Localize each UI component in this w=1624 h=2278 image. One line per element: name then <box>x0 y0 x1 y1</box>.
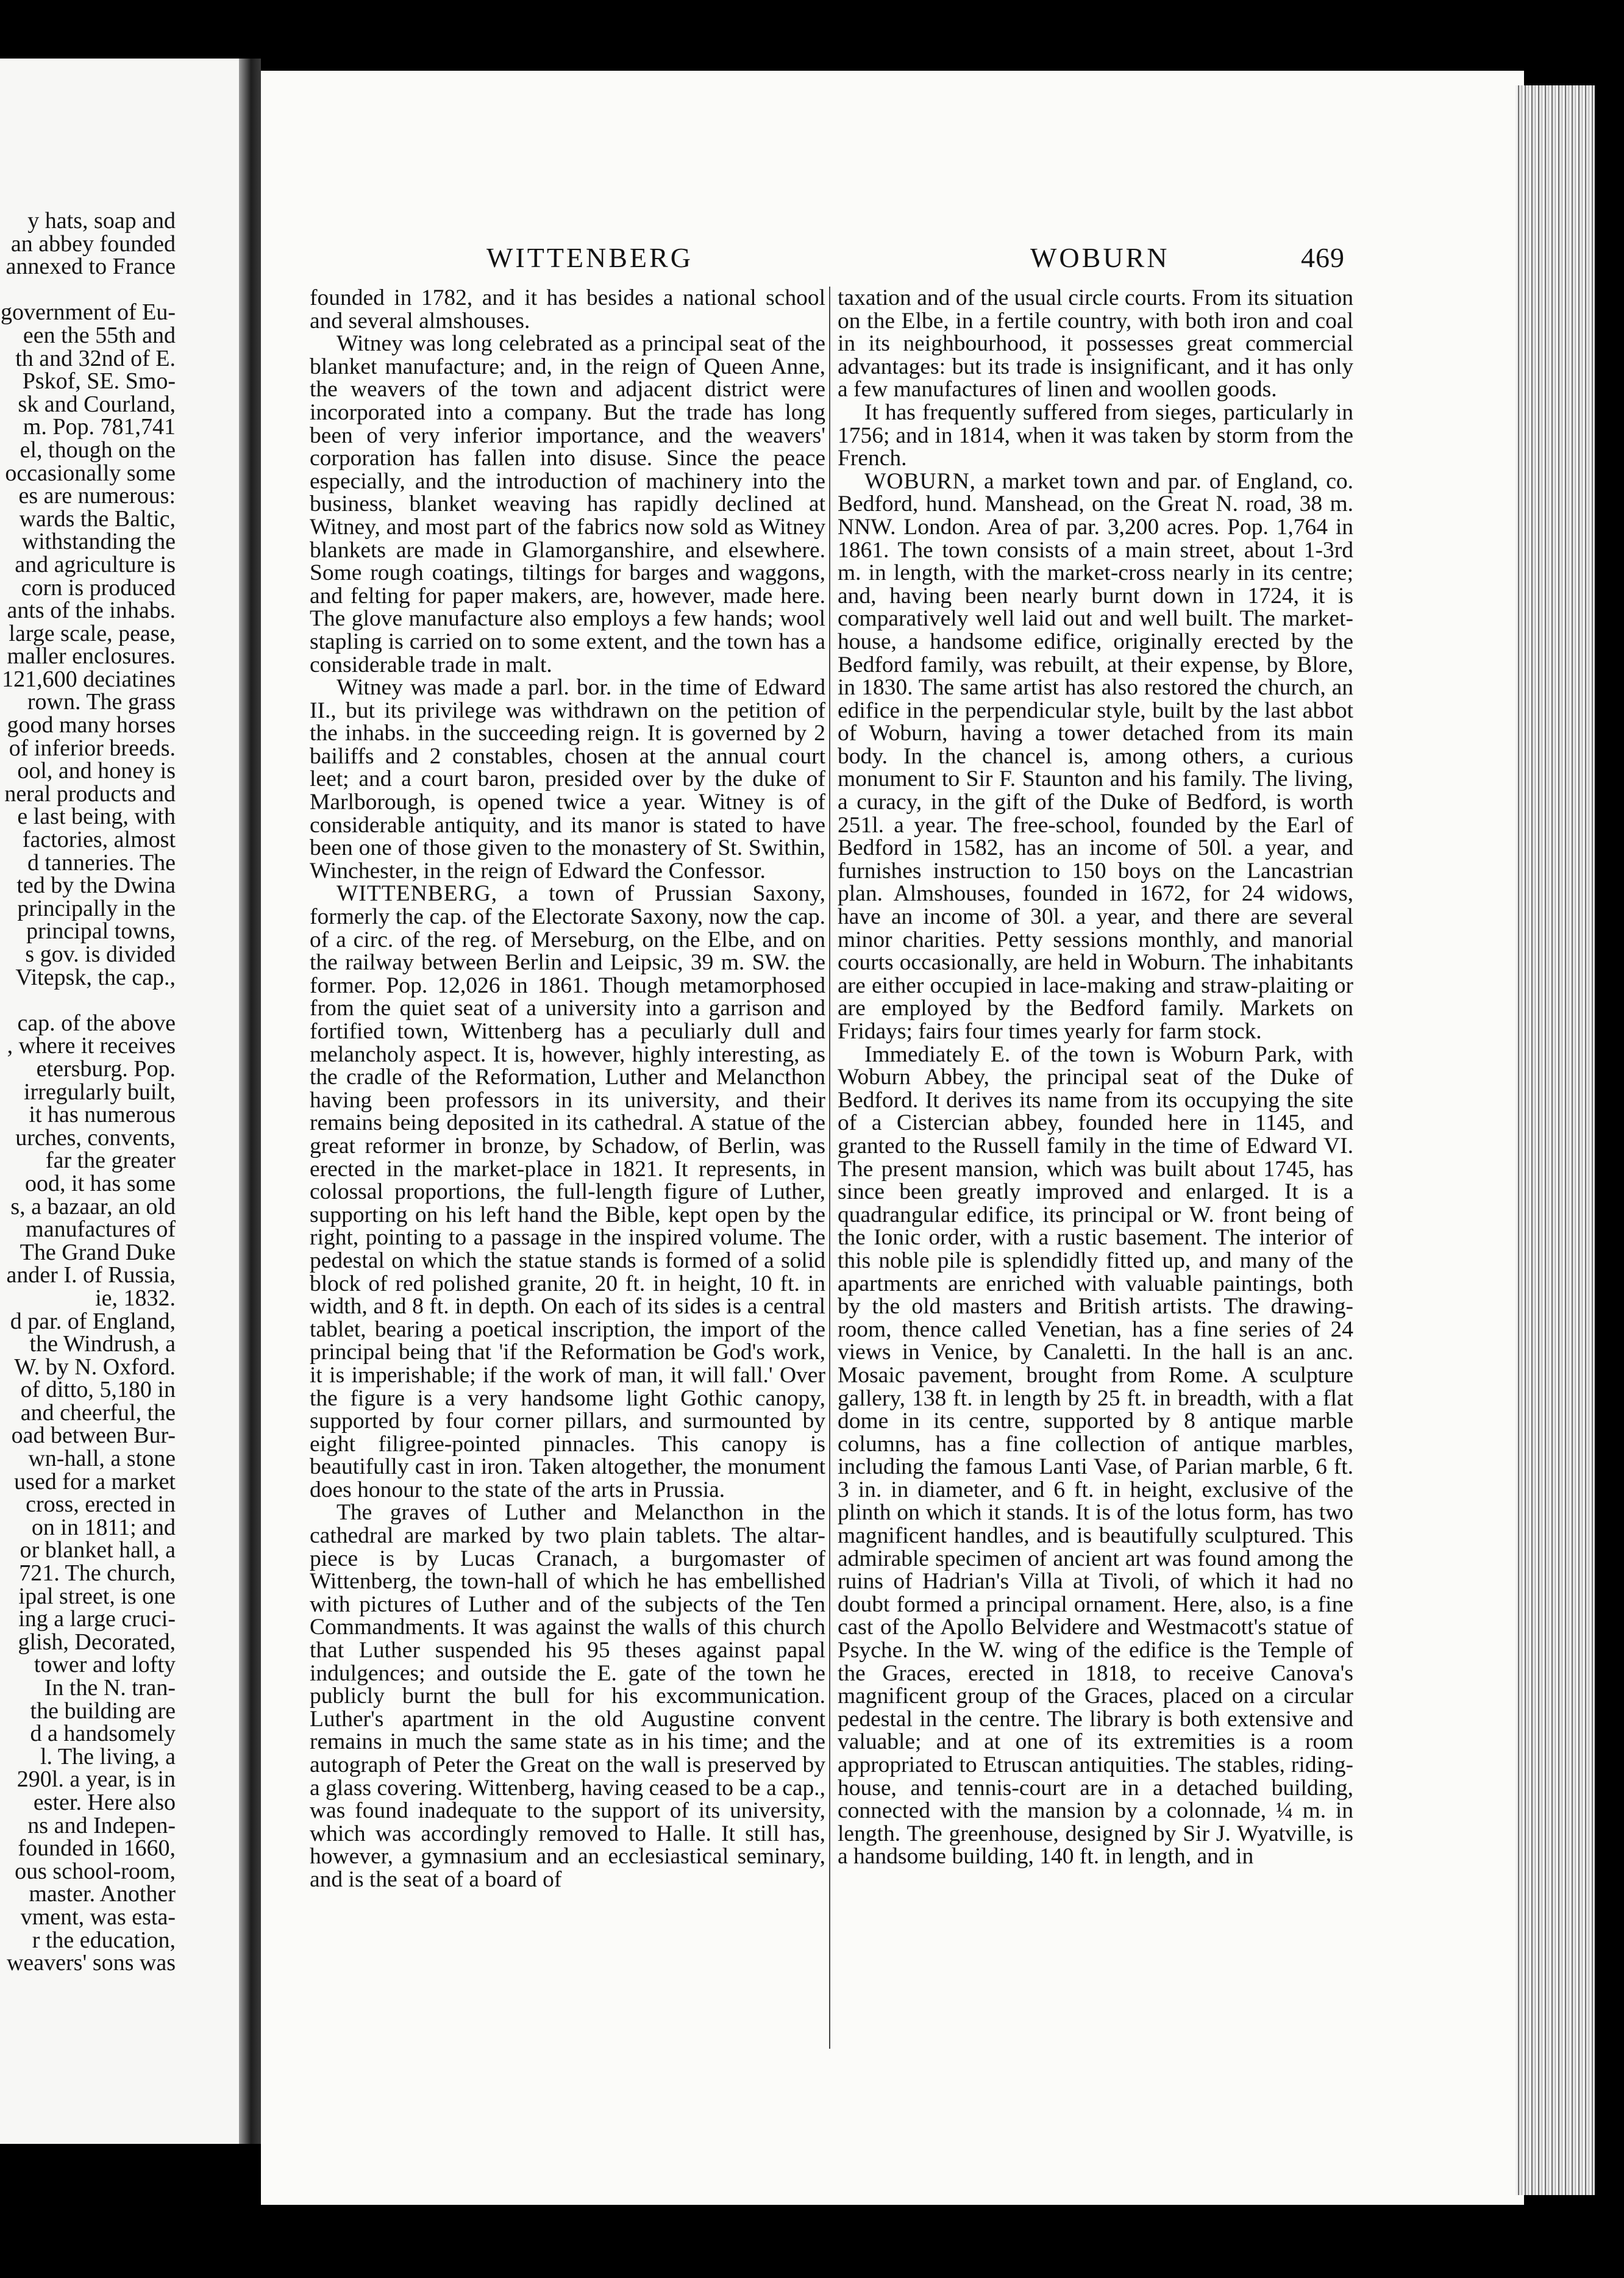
left-page-line: 721. The church, <box>19 1560 176 1587</box>
left-page-line: manufactures of <box>26 1216 176 1243</box>
column-rule <box>829 287 830 2049</box>
left-page-line: rown. The grass <box>27 689 176 715</box>
left-page-line: ous school-room, <box>15 1858 176 1884</box>
left-page-line: ester. Here also <box>33 1789 176 1815</box>
entry-headword: WITTENBERG, <box>337 881 498 907</box>
paragraph-text: a town of Prussian Saxony, formerly the cap. of the Electorate Saxony, now the cap. of a circ. of the reg. of Merseburg, on the Elbe, and on the railway between Berlin and Leipsic, 39 m. SW. the former. Pop. 12,026 in 1861. Though metamorphosed from the quiet seat of a university into a garrison and fortified town, Wittenberg has a peculiarly dull and melancholy aspect. It is, however, highly interesting, as the cradle of the Reformation, Luther and Melancthon having been professors in its university, and their remains being deposited in its cathedral. A statue of the great reformer in bronze, by Schadow, of Berlin, was erected in the market-place in 1821. It represents, in colossal proportions, the full-length figure of Luther, supporting on his left hand the Bible, kept open by the right, pointing to a passage in the inspired volume. The pedestal on which the statue stands is formed of a solid block of red polished granite, 20 ft. in height, 10 ft. in width, and 8 ft. in depth. On each of its sides is a central tablet, bearing a poetical inscription, the import of the principal being that 'if the Reformation be God's work, it is imperishable; if the work of man, it will fall.' Over the figure is a very handsome light Gothic canopy, supported by four corner pillars, and surmounted by eight filigree-pointed pinnacles. This canopy is beautifully cast in iron. Taken altogether, the monument does honour to the state of the arts in Prussia. <box>310 881 825 1502</box>
left-page-line: In the N. tran- <box>44 1675 176 1701</box>
left-page-line: and agriculture is <box>15 551 176 577</box>
left-page-line: 290l. a year, is in <box>16 1766 176 1793</box>
left-page-line: wn-hall, a stone <box>28 1446 176 1472</box>
left-page-line: government of Eu- <box>0 299 176 326</box>
left-page-line: on in 1811; and <box>31 1514 176 1540</box>
paragraph <box>310 287 825 332</box>
left-page-line <box>0 279 176 302</box>
left-page-line: an abbey founded <box>10 230 176 257</box>
left-page-line: weavers' sons was <box>6 1950 176 1976</box>
paragraph-text: founded in 1782, and it has besides a national school and several almshouses. <box>310 285 825 334</box>
left-page-column <box>0 210 176 1975</box>
left-page-line: ted by the Dwina <box>16 873 176 899</box>
left-page-line: ing a large cruci- <box>18 1606 176 1632</box>
left-page-line: d tanneries. The <box>27 849 176 876</box>
left-page-line: glish, Decorated, <box>18 1629 176 1655</box>
left-page-line: ants of the inhabs. <box>7 598 176 624</box>
left-page-line: used for a market <box>14 1468 176 1494</box>
page-number: 469 <box>1301 242 1345 273</box>
left-page-line: d a handsomely <box>30 1721 176 1747</box>
left-page-line: oad between Bur- <box>11 1423 176 1449</box>
left-page-line: of ditto, 5,180 in <box>20 1377 176 1403</box>
left-page-line: W. by N. Oxford. <box>14 1354 176 1380</box>
left-page-line: th and 32nd of E. <box>15 345 176 371</box>
paragraph <box>310 676 825 882</box>
paragraph-text: It has frequently suffered from sieges, particularly in 1756; and in 1814, when it was taken by storm from the French. <box>838 399 1353 471</box>
running-header <box>261 241 1524 278</box>
left-page-line: factories, almost <box>22 827 176 853</box>
left-page-line: ool, and honey is <box>17 758 176 784</box>
left-page-line: neral products and <box>4 780 176 807</box>
page-edges <box>1515 85 1595 2195</box>
paragraph-text: The graves of Luther and Melancthon in the cathedral are marked by two plain tablets. The altar-piece is by Lucas Cranach, a burgomaster of Wittenberg, the town-hall of which he has embellished with pictures of Luther and of the subjects of the Ten Commandments. It was against the walls of this church that Luther suspended his 95 theses against papal indulgences; and outside the E. gate of the town he publicly burnt the bull for his excommunication. Luther's apartment in the old Augustine convent remains in much the same state as in his time; and the autograph of Peter the Great on the wall is preserved by a glass covering. Wittenberg, having ceased to be a cap., was found inadequate to the support of its university, which was accordingly removed to Halle. It still has, however, a gymnasium and an ecclesiastical seminary, and is the seat of a board of <box>310 1500 825 1892</box>
left-page-line: founded in 1660, <box>18 1835 176 1862</box>
paragraph <box>310 882 825 1501</box>
left-page-line: y hats, soap and <box>27 208 176 234</box>
paragraph-text: a market town and par. of England, co. Bedford, hund. Manshead, on the Great N. road, 38 m. NNW. London. Area of par. 3,200 acres. Pop. 1,764 in 1861. The town consists of a main street, about 1-3rd m. in length, with the market-cross nearly in its centre; and, having been nearly burnt down in 1724, it is comparatively well laid out and well built. The market-house, a handsome edifice, originally erected by the Bedford family, was rebuilt, at their expense, by Blore, in 1830. The same artist has also restored the church, an edifice in the perpendicular style, built by the last abbot of Woburn, having a tower detached from its main body. In the chancel is, among others, a curious monument to Sir F. Staunton and his family. The living, a curacy, in the gift of the Duke of Bedford, is worth 251l. a year. The free-school, founded by the Earl of Bedford in 1582, has an income of 50l. a year, and furnishes instruction to 150 boys on the Lancastrian plan. Almshouses, founded in 1672, for 24 widows, have an income of 30l. a year, and there are several minor charities. Petty sessions monthly, and manorial courts occasionally, are held in Woburn. The inhabitants are either occupied in lace-making and straw-plaiting or are employed by the Bedford family. Markets on Fridays; fairs four times yearly for farm stock. <box>838 468 1353 1044</box>
left-page-line: m. Pop. 781,741 <box>23 414 176 440</box>
left-page-line: or blanket hall, a <box>20 1537 176 1563</box>
left-page-line: r the education, <box>32 1927 176 1953</box>
main-page <box>261 71 1524 2205</box>
paragraph <box>838 287 1353 401</box>
left-page-line: ie, 1832. <box>95 1285 176 1311</box>
left-page-line: maller enclosures. <box>7 643 176 669</box>
left-page-line: principally in the <box>17 895 176 921</box>
left-page-line: urches, convents, <box>15 1124 176 1151</box>
text-column-right <box>838 287 1353 1868</box>
left-page-line: el, though on the <box>20 437 176 463</box>
paragraph <box>838 1043 1353 1868</box>
left-page-line: cap. of the above <box>17 1010 176 1036</box>
left-page-line: ander I. of Russia, <box>6 1262 176 1288</box>
left-page-line: s gov. is divided <box>25 941 176 967</box>
left-page-line: es are numerous: <box>18 483 176 509</box>
left-page-line: s, a bazaar, an old <box>10 1193 176 1219</box>
entry-headword: WOBURN, <box>864 468 977 494</box>
left-page-line: sk and Courland, <box>18 391 176 417</box>
left-page-line: ns and Indepen- <box>27 1812 176 1838</box>
left-page-line: master. Another <box>29 1881 176 1907</box>
left-facing-page <box>0 59 239 2144</box>
left-page-line: etersburg. Pop. <box>36 1055 176 1082</box>
left-page-line: occasionally some <box>5 460 176 486</box>
left-page-line: 121,600 deciatines <box>2 666 176 692</box>
left-page-line: vment, was esta- <box>20 1904 176 1930</box>
left-page-line: far the greater <box>45 1148 176 1174</box>
left-page-line: it has numerous <box>29 1102 176 1128</box>
left-page-line: of inferior breeds. <box>9 735 176 761</box>
left-page-line: tower and lofty <box>34 1652 176 1678</box>
book-gutter <box>239 59 261 2144</box>
left-page-line: good many horses <box>7 712 176 738</box>
left-page-line: d par. of England, <box>10 1308 176 1334</box>
left-page-line: , where it receives <box>7 1033 176 1059</box>
paragraph <box>310 1501 825 1891</box>
left-page-line: ipal street, is one <box>18 1583 176 1609</box>
left-page-line: large scale, pease, <box>9 620 176 646</box>
text-column-left <box>310 287 825 1891</box>
right-running-head: WOBURN <box>1030 242 1170 273</box>
left-page-line: een the 55th and <box>23 322 176 348</box>
paragraph <box>310 332 825 676</box>
left-page-line: corn is produced <box>21 574 176 601</box>
left-page-line: The Grand Duke <box>20 1239 176 1265</box>
left-page-line: e last being, with <box>17 804 176 830</box>
left-page-line: annexed to France <box>5 254 176 280</box>
left-page-line: and cheerful, the <box>20 1399 176 1426</box>
paragraph-text: Witney was long celebrated as a principal seat of the blanket manufacture; and, in the reign of Queen Anne, the weavers of the town and adjacent district were incorporated into a company. But the trade has long been of very inferior importance, and the weavers' corporation has fallen into disuse. Since the peace especially, and the introduction of machinery into the business, blanket weaving has rapidly declined at Witney, and most part of the fabrics now sold as Witney blankets are made in Glamorganshire, and elsewhere. Some rough coatings, tiltings for barges and waggons, and felting for paper makers, are, however, made here. The glove manufacture also employs a few hands; wool stapling is carried on to some extent, and the town has a considerable trade in malt. <box>310 331 825 677</box>
left-page-line: cross, erected in <box>26 1491 176 1518</box>
paragraph <box>838 470 1353 1043</box>
paragraph <box>838 401 1353 470</box>
left-page-line: wards the Baltic, <box>19 505 176 532</box>
left-page-line: irregularly built, <box>23 1079 176 1105</box>
paragraph-text: taxation and of the usual circle courts. From its situation on the Elbe, in a fertile country, with both iron and coal in its neighbourhood, it possesses great commercial advantages: but its trade is insignificant, and it has only a few manufactures of linen and woollen goods. <box>838 285 1353 402</box>
left-page-line: Pskof, SE. Smo- <box>22 368 176 395</box>
left-page-line: ood, it has some <box>25 1170 176 1196</box>
left-running-head: WITTENBERG <box>486 242 693 273</box>
left-page-line: principal towns, <box>26 918 176 944</box>
paragraph-text: Immediately E. of the town is Woburn Park, with Woburn Abbey, the principal seat of the Duke of Bedford. It derives its name from its occupying the site of a Cistercian abbey, founded here in 1145, and granted to the Russell family in the time of Edward VI. The present mansion, which was built about 1745, has since been greatly improved and enlarged. It is a quadrangular edifice, its principal or W. front being of the Ionic order, with a rustic basement. The interior of this noble pile is splendidly fitted up, and many of the apartments are enriched with valuable paintings, both by the old masters and British artists. The drawing-room, thence called Venetian, has a fine series of 24 views in Venice, by Canaletti. In the hall is an anc. Mosaic pavement, brought from Rome. A sculpture gallery, 138 ft. in length by 25 ft. in breadth, with a flat dome in its centre, supported by 8 antique marble columns, has a fine collection of antique marbles, including the famous Lanti Vase, of Parian marble, 6 ft. 3 in. in diameter, and 6 ft. in height, exclusive of the plinth on which it stands. It is of the lotus form, has two magnificent handles, and is beautifully sculptured. This admirable specimen of ancient art was found among the ruins of Hadrian's Villa at Tivoli, of which it had no doubt formed a principal ornament. Here, also, is a fine cast of the Apollo Belvidere and Westmacott's statue of Psyche. In the W. wing of the edifice is the Temple of the Graces, erected in 1818, to receive Canova's magnificent group of the Graces, placed on a circular pedestal in the centre. The library is both extensive and valuable; and at one of its extremities is a room appropriated to Etruscan antiquities. The stables, riding-house, and tennis-court are in a detached building, connected with the mansion by a colonnade, ¼ m. in length. The greenhouse, designed by Sir J. Wyatville, is a handsome building, 140 ft. in length, and in <box>838 1041 1353 1869</box>
left-page-line: l. The living, a <box>40 1743 176 1769</box>
left-page-line: withstanding the <box>21 529 176 555</box>
left-page-line: the building are <box>30 1698 176 1724</box>
left-page-line: the Windrush, a <box>29 1331 176 1357</box>
paragraph-text: Witney was made a parl. bor. in the time of Edward II., but its privilege was withdrawn on the petition of the inhabs. in the succeeding reign. It is governed by 2 bailiffs and 2 constables, chosen at the annual court leet; and a court baron, presided over by the duke of Marlborough, is opened twice a year. Witney is of considerable antiquity, and its manor is stated to have been one of those given to the monastery of St. Swithin, Winchester, in the reign of Edward the Confessor. <box>310 675 825 884</box>
left-page-line: Vitepsk, the cap., <box>15 964 176 990</box>
left-page-line <box>0 989 176 1012</box>
